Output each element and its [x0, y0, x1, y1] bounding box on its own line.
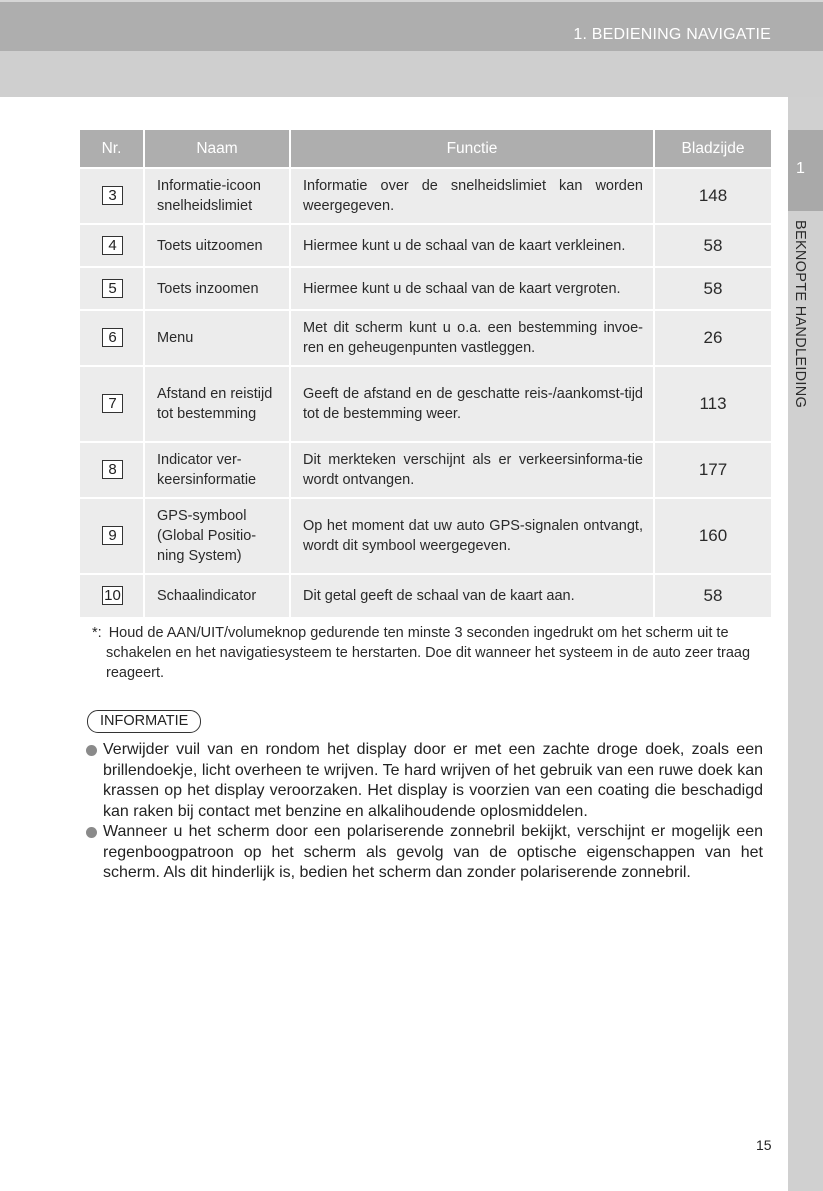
- bullet-icon: [86, 745, 97, 756]
- row-number-cell: [80, 310, 144, 366]
- footnote: [92, 623, 762, 683]
- row-function: Dit getal geeft de schaal van de kaart aan.: [290, 574, 654, 617]
- navigation-items-table: [80, 130, 771, 617]
- table-row: [80, 310, 771, 366]
- information-badge: INFORMATIE: [87, 710, 201, 733]
- row-page-link[interactable]: 26: [654, 310, 771, 366]
- row-name: Schaalindicator: [144, 574, 290, 617]
- chapter-tab-number: 1: [796, 160, 805, 177]
- item-number-box: 4: [102, 236, 123, 255]
- item-number-box: 8: [102, 460, 123, 479]
- row-function: Geeft de afstand en de geschatte reis-/aankomst-tijd tot de bestemming weer.: [290, 366, 654, 442]
- row-page-link[interactable]: 148: [654, 168, 771, 224]
- chapter-header-bar: [0, 0, 823, 51]
- column-header-nr: Nr.: [80, 130, 144, 168]
- row-function: Met dit scherm kunt u o.a. een bestemming invoe-ren en geheugenpunten vastleggen.: [290, 310, 654, 366]
- row-page-link[interactable]: 58: [654, 224, 771, 267]
- row-number-cell: [80, 498, 144, 574]
- item-number-box: 9: [102, 526, 123, 545]
- item-number-box: 6: [102, 328, 123, 347]
- table-row: [80, 366, 771, 442]
- row-name: GPS-symbool (Global Positio-ning System): [144, 498, 290, 574]
- table-row: [80, 498, 771, 574]
- table-row: [80, 574, 771, 617]
- row-number-cell: [80, 168, 144, 224]
- row-number-cell: [80, 224, 144, 267]
- table-header-row: [80, 130, 771, 168]
- row-name: Toets inzoomen: [144, 267, 290, 310]
- row-function: Dit merkteken verschijnt als er verkeersinforma-tie wordt ontvangen.: [290, 442, 654, 498]
- chapter-tab[interactable]: [788, 130, 823, 211]
- row-page-link[interactable]: 58: [654, 574, 771, 617]
- table-row: [80, 442, 771, 498]
- column-header-functie: Functie: [290, 130, 654, 168]
- column-header-naam: Naam: [144, 130, 290, 168]
- chapter-title: 1. BEDIENING NAVIGATIE: [573, 26, 771, 43]
- information-item-text: Wanneer u het scherm door een polariserende zonnebril bekijkt, verschijnt er mogelijk een regenboogpatroon op het scherm als gevolg van de optische eigenschappen van het scherm. Als dit hinderlijk is, bedien het scherm dan zonder polariserende zonnebril.: [103, 823, 763, 881]
- table-row: [80, 224, 771, 267]
- item-number-box: 5: [102, 279, 123, 298]
- page-number: 15: [756, 1137, 772, 1153]
- item-number-box: 7: [102, 394, 123, 413]
- footnote-mark: *:: [92, 625, 102, 641]
- table-row: [80, 168, 771, 224]
- information-item: [86, 740, 763, 822]
- row-function: Op het moment dat uw auto GPS-signalen ontvangt, wordt dit symbool weergegeven.: [290, 498, 654, 574]
- row-page-link[interactable]: 113: [654, 366, 771, 442]
- footnote-text: Houd de AAN/UIT/volumeknop gedurende ten minste 3 seconden ingedrukt om het scherm uit te schakelen en het navigatiesysteem te herstarten. Doe dit wanneer het systeem in de auto zeer traag reageert.: [106, 625, 751, 681]
- bullet-icon: [86, 827, 97, 838]
- row-name: Afstand en reistijd tot bestemming: [144, 366, 290, 442]
- row-name: Menu: [144, 310, 290, 366]
- column-header-bladzijde: Bladzijde: [654, 130, 771, 168]
- header-subbar: [0, 51, 823, 97]
- row-name: Informatie-icoon snelheidslimiet: [144, 168, 290, 224]
- row-number-cell: [80, 574, 144, 617]
- row-page-link[interactable]: 160: [654, 498, 771, 574]
- item-number-box: 10: [102, 586, 123, 605]
- row-function: Hiermee kunt u de schaal van de kaart verkleinen.: [290, 224, 654, 267]
- item-number-box: 3: [102, 186, 123, 205]
- row-function: Informatie over de snelheidslimiet kan worden weergegeven.: [290, 168, 654, 224]
- information-list: [86, 740, 763, 884]
- row-page-link[interactable]: 177: [654, 442, 771, 498]
- row-number-cell: [80, 366, 144, 442]
- information-item-text: Verwijder vuil van en rondom het display door er met een zachte droge doek, zoals een brillendoekje, licht overheen te wrijven. Te hard wrijven of het gebruik van een ruwe doek kan krassen op het display veroorzaken. Het display is voorzien van een coating die beschadigd kan raken bij contact met benzine en alkalihoudende oplosmiddelen.: [103, 741, 763, 820]
- row-page-link[interactable]: 58: [654, 267, 771, 310]
- table-row: [80, 267, 771, 310]
- row-name: Indicator ver-keersinformatie: [144, 442, 290, 498]
- row-number-cell: [80, 442, 144, 498]
- row-name: Toets uitzoomen: [144, 224, 290, 267]
- information-item: [86, 822, 763, 884]
- chapter-tab-label: BEKNOPTE HANDLEIDING: [792, 220, 808, 409]
- row-function: Hiermee kunt u de schaal van de kaart vergroten.: [290, 267, 654, 310]
- row-number-cell: [80, 267, 144, 310]
